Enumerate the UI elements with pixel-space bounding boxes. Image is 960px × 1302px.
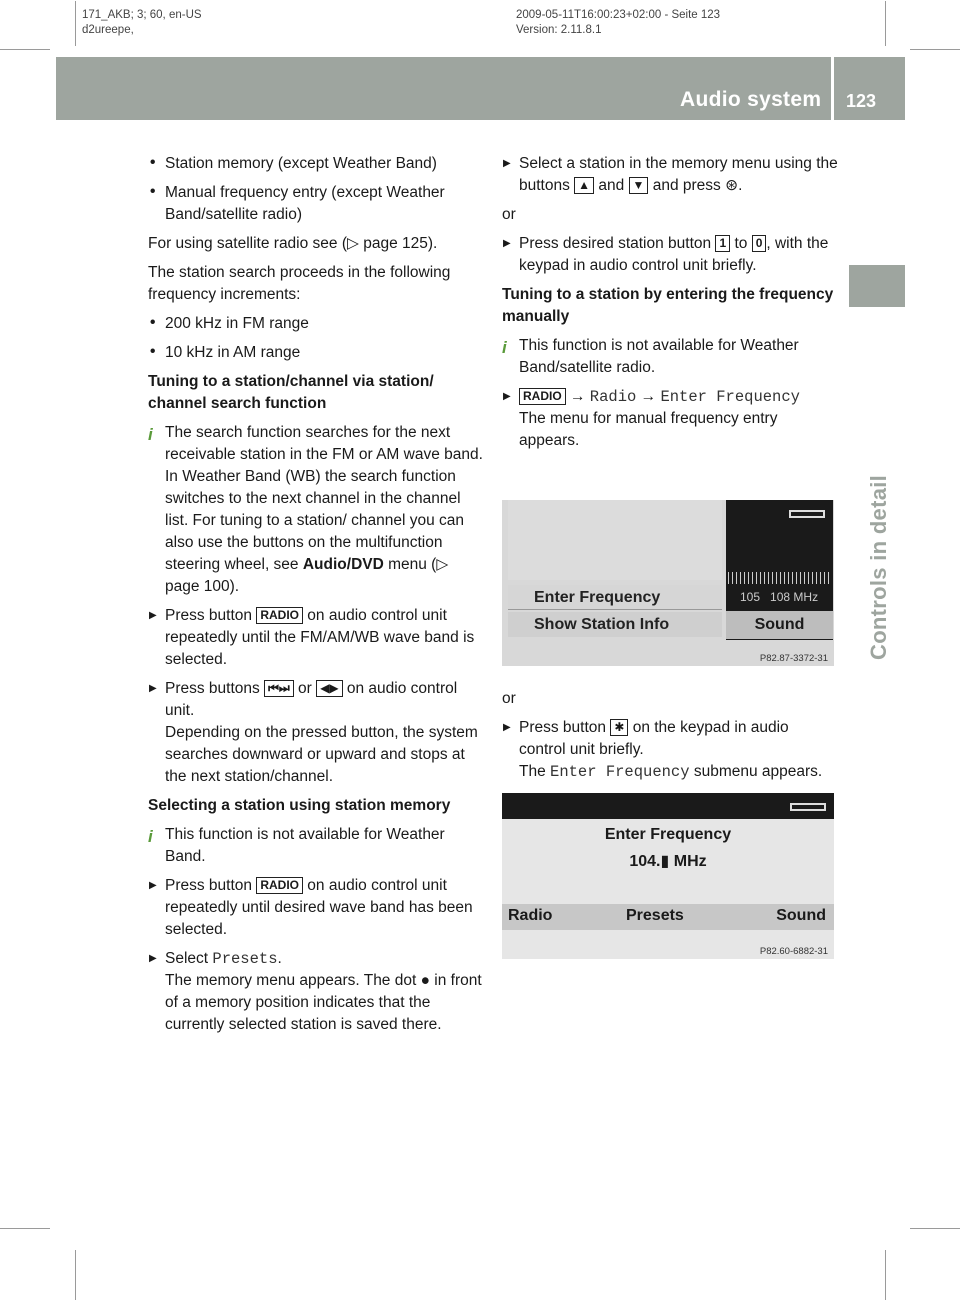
- crop-mark: [0, 1228, 50, 1229]
- step: ▶ Press button RADIO on audio control unit repeatedly until desired wave band has been selected.: [148, 875, 484, 941]
- radio-key-icon: RADIO: [256, 607, 303, 624]
- paragraph: or: [502, 206, 516, 223]
- section-heading: Tuning to a station by entering the frequency manually: [502, 286, 834, 325]
- arrow-keys-icon: ◀▶: [316, 680, 342, 697]
- menu-sound: Sound: [776, 907, 826, 924]
- key-0-icon: 0: [752, 235, 767, 252]
- screenshot-enter-frequency-menu: [502, 500, 834, 666]
- step: ▶ Select a station in the memory menu using the buttons ▲ and ▼ and press ⊛.: [502, 153, 838, 197]
- paragraph: or: [502, 690, 516, 707]
- info-icon: i: [148, 827, 153, 846]
- menu-panel: [508, 500, 722, 580]
- print-meta-left: 171_AKB; 3; 60, en-US d2ureepe,: [82, 9, 202, 36]
- figure-caption: P82.87-3372-31: [759, 653, 828, 664]
- skip-keys-icon: ⏮⏭: [264, 680, 294, 697]
- list-item: • Station memory (except Weather Band): [148, 153, 484, 175]
- crop-mark: [75, 1250, 76, 1300]
- up-key-icon: ▲: [574, 177, 594, 194]
- step: ▶ Press desired station button 1 to 0 , with the keypad in audio control unit briefly.: [502, 233, 838, 277]
- crop-mark: [0, 49, 50, 50]
- step: ▶ Press buttons ⏮⏭ or ◀▶ on audio control unit. Depending on the pressed button, the system searches downward or upward and stops at the next station/channel.: [148, 678, 484, 788]
- paragraph: The station search proceeds in the following frequency increments:: [148, 264, 451, 303]
- print-meta-right: 2009-05-11T16:00:23+02:00 - Seite 123 Version: 2.11.8.1: [516, 9, 721, 36]
- dot-icon: ●: [420, 972, 430, 989]
- info-note: i This function is not available for Weather Band/satellite radio.: [502, 337, 799, 376]
- step: ▶ Press button ✱ on the keypad in audio control unit briefly. The Enter Frequency submenu appears.: [502, 717, 838, 783]
- step: ▶ Press button RADIO on audio control unit repeatedly until the FM/AM/WB wave band is selected.: [148, 605, 484, 671]
- submenu-title: Enter Frequency: [604, 826, 732, 843]
- page-title: Audio system: [680, 88, 822, 111]
- menu-bar: [502, 904, 834, 930]
- section-heading: Selecting a station using station memory: [148, 797, 451, 814]
- info-note: i This function is not available for Weather Band.: [148, 826, 445, 865]
- figure-caption: P82.60-6882-31: [759, 946, 828, 957]
- right-column-lower: [502, 688, 838, 790]
- section-label: Controls in detail: [866, 474, 891, 660]
- sound-button: Sound: [726, 611, 833, 639]
- list-item: • 200 kHz in FM range: [148, 313, 484, 335]
- menu-presets: Presets: [626, 907, 684, 924]
- crop-mark: [910, 49, 960, 50]
- info-icon: i: [502, 338, 507, 357]
- left-column: [148, 153, 484, 1043]
- status-bar: [502, 793, 834, 819]
- crop-mark: [885, 1250, 886, 1300]
- menu-item-enter-frequency: Enter Frequency: [508, 585, 722, 610]
- crop-mark: [910, 1228, 960, 1229]
- radio-key-icon: RADIO: [256, 877, 303, 894]
- step: ▶ RADIO → Radio → Enter Frequency The menu for manual frequency entry appears.: [502, 386, 838, 452]
- paragraph: For using satellite radio see (▷ page 125).: [148, 235, 438, 252]
- display-panel: 105 108 MHz: [726, 500, 833, 640]
- header-divider: [831, 57, 834, 120]
- info-note: i The search function searches for the next receivable station in the FM or AM wave band. In Weather Band (WB) the search function switches to the next channel in the channel list. For tuning to a station/ channel you can also use the buttons on the multifunction steering wheel, see Audio/DVD menu (▷ page 100).: [148, 424, 483, 595]
- screenshot-enter-frequency-submenu: [502, 793, 834, 959]
- menu-item-show-station-info: Show Station Info: [508, 612, 722, 637]
- page-number: 123: [846, 91, 877, 111]
- list-item: • Manual frequency entry (except Weather Band/satellite radio): [148, 182, 484, 226]
- menu-radio: Radio: [508, 907, 553, 924]
- crop-mark: [885, 1, 886, 46]
- crop-mark: [75, 1, 76, 46]
- signal-icon: [789, 510, 825, 518]
- star-key-icon: ✱: [610, 719, 628, 736]
- key-1-icon: 1: [715, 235, 730, 252]
- side-tab: [849, 265, 905, 307]
- frequency-value: 104.▮ MHz: [629, 853, 707, 870]
- list-item: • 10 kHz in AM range: [148, 342, 484, 364]
- right-column: [502, 153, 838, 459]
- signal-icon: [790, 803, 826, 811]
- info-icon: i: [148, 425, 153, 444]
- step: ▶ Select Presets. The memory menu appears. The dot ● in front of a memory position indicates that the currently selected station is saved there.: [148, 948, 484, 1036]
- down-key-icon: ▼: [629, 177, 649, 194]
- frequency-scale: [728, 572, 831, 584]
- radio-key-icon: RADIO: [519, 388, 566, 405]
- section-heading: Tuning to a station/channel via station/ channel search function: [148, 373, 434, 412]
